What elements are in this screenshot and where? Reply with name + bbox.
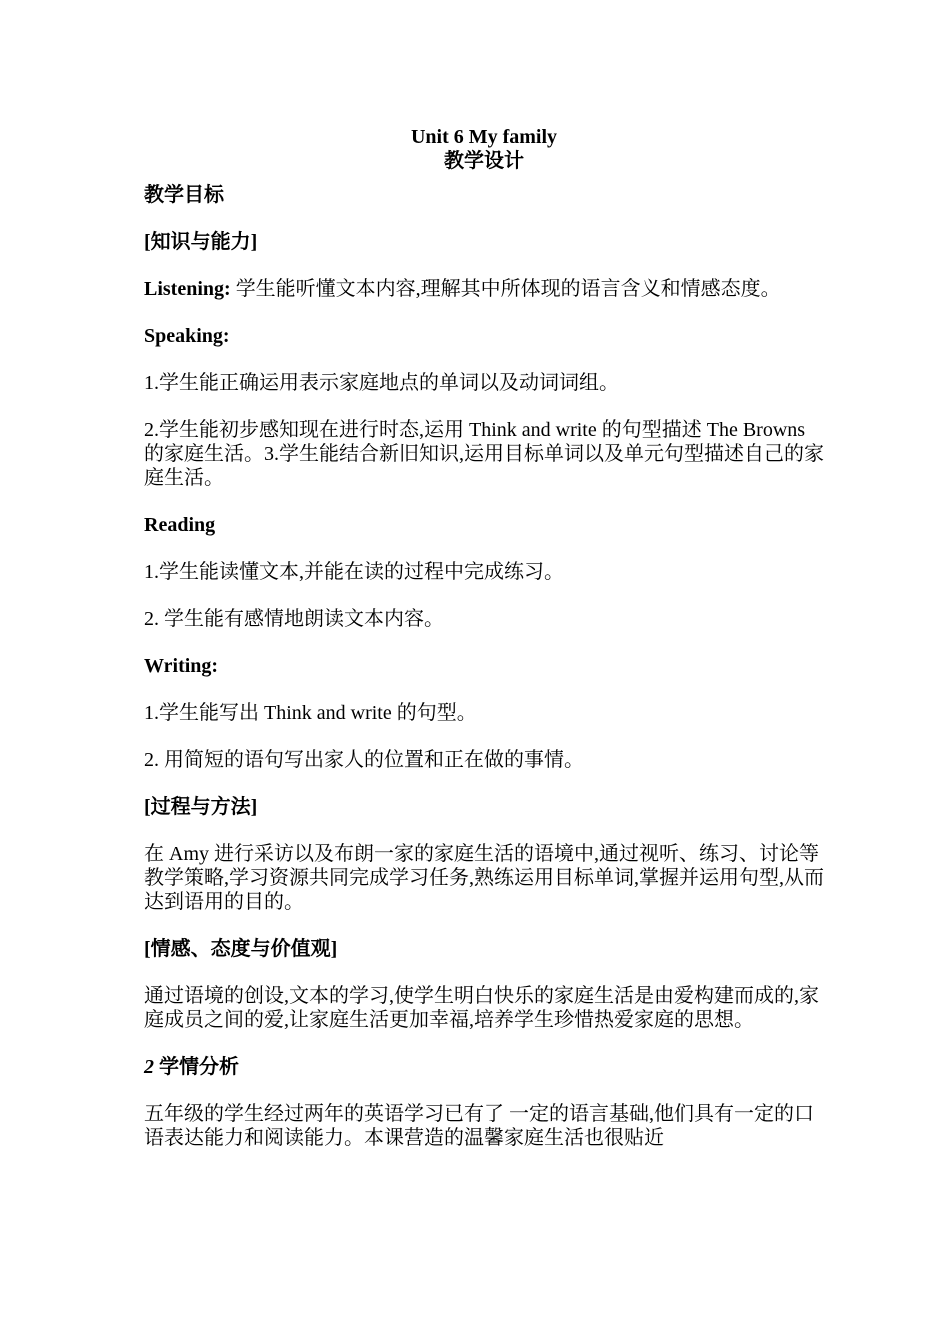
process-heading: [过程与方法] [144, 796, 258, 818]
speaking-heading: Speaking: [144, 325, 230, 347]
listening-text: 学生能听懂文本内容,理解其中所体现的语言含义和情感态度。 [230, 278, 781, 300]
reading-item-1: 1.学生能读懂文本,并能在读的过程中完成练习。 [144, 561, 564, 583]
reading-heading: Reading [144, 514, 216, 536]
document-subtitle: 教学设计 [444, 150, 524, 172]
reading-item-2: 2. 学生能有感情地朗读文本内容。 [144, 608, 444, 630]
analysis-paragraph: 五年级的学生经过两年的英语学习已有了 一定的语言基础,他们具有一定的口语表达能力和阅读能力。本课营造的温馨家庭生活也很贴近 [144, 1103, 814, 1149]
analysis-heading [144, 1055, 824, 1079]
writing-item-1: 1.学生能写出 Think and write 的句型。 [144, 702, 477, 724]
speaking-item-2: 2.学生能初步感知现在进行时态,运用 Think and write 的句型描述 The Browns 的家庭生活。3.学生能结合新旧知识,运用目标单词以及单元句型描述自己的家庭生活。 [144, 419, 824, 489]
analysis-number: 2 [144, 1056, 154, 1078]
listening-label: Listening: [144, 278, 231, 300]
section-objectives-heading: 教学目标 [144, 184, 224, 206]
process-paragraph: 在 Amy 进行采访以及布朗一家的家庭生活的语境中,通过视听、练习、讨论等教学策略,学习资源共同完成学习任务,熟练运用目标单词,掌握并运用句型,从而达到语用的目的。 [144, 843, 824, 913]
speaking-item-1: 1.学生能正确运用表示家庭地点的单词以及动词词组。 [144, 372, 619, 394]
document-title: Unit 6 My family [410, 126, 558, 148]
document-body [144, 125, 824, 1150]
knowledge-heading: [知识与能力] [144, 231, 258, 253]
emotion-paragraph: 通过语境的创设,文本的学习,使学生明白快乐的家庭生活是由爱构建而成的,家庭成员之间的爱,让家庭生活更加幸福,培养学生珍惜热爱家庭的思想。 [144, 985, 819, 1031]
writing-item-2: 2. 用简短的语句写出家人的位置和正在做的事情。 [144, 749, 584, 771]
listening-paragraph [144, 277, 824, 301]
analysis-heading-text: 学情分析 [154, 1056, 239, 1078]
writing-heading: Writing: [144, 655, 219, 677]
emotion-heading: [情感、态度与价值观] [144, 938, 338, 960]
